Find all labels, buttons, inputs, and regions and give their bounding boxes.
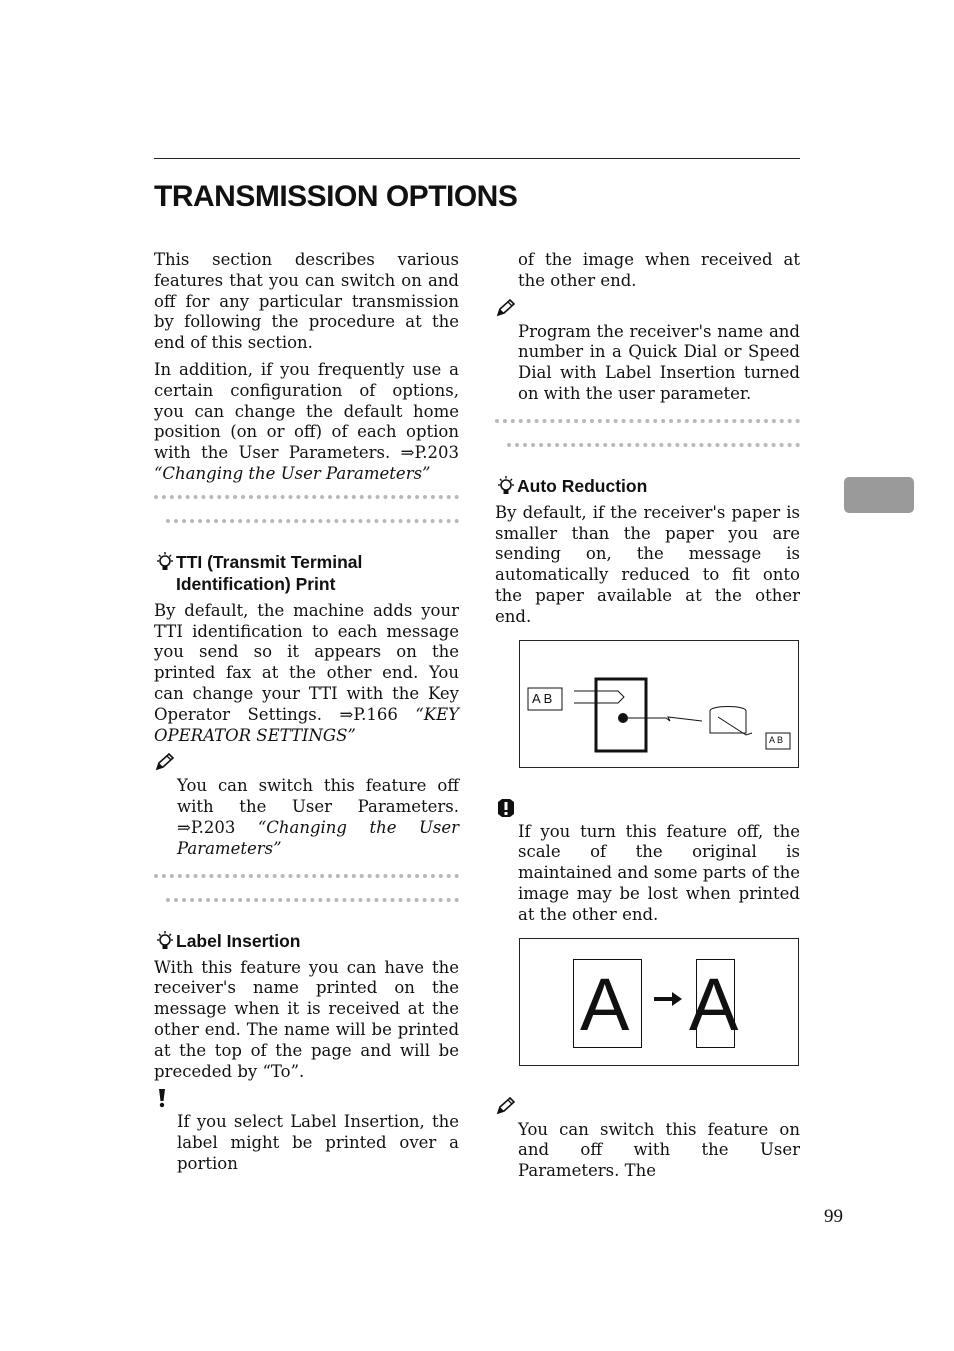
lightbulb-icon bbox=[154, 551, 176, 573]
label-heading-text: Label Insertion bbox=[176, 930, 301, 951]
auto-heading-text: Auto Reduction bbox=[517, 475, 648, 496]
chapter-tab bbox=[844, 477, 914, 513]
label-limitation: If you select Label Insertion, the label might be printed over a portion bbox=[177, 1112, 459, 1173]
section-divider bbox=[154, 874, 459, 924]
auto-important: If you turn this feature off, the scale of the original is maintained and some parts of the image may be lost when printed at the other end. bbox=[518, 821, 800, 924]
label-insertion-heading bbox=[154, 930, 459, 952]
arrow-icon: ⇒ bbox=[177, 817, 191, 837]
limitation-icon bbox=[154, 1088, 176, 1108]
cropped-page-box bbox=[689, 959, 739, 1048]
auto-body: By default, if the receiver's paper is smaller than the paper you are sending on, the message is automatically reduced to fit onto the paper available at the other end. bbox=[495, 502, 800, 626]
tti-heading bbox=[154, 551, 459, 595]
intro-p2-page: P.203 bbox=[414, 443, 459, 463]
header-rule bbox=[154, 158, 800, 159]
original-letter: A bbox=[580, 962, 630, 1046]
intro-paragraph-2 bbox=[154, 360, 459, 485]
label-body: With this feature you can have the receiver's name printed on the message when it is received at the other end. The name will be printed at the top of the page and will be preceded by “To”. bbox=[154, 957, 459, 1081]
auto-reduction-figure bbox=[519, 640, 799, 768]
pencil-note-icon bbox=[495, 1096, 517, 1116]
label-note: Program the receiver's name and number in a Quick Dial or Speed Dial with Label Insertion turned on with the user parameter. bbox=[518, 321, 800, 403]
important-icon bbox=[495, 798, 517, 818]
reduced-ab-label: A B bbox=[769, 734, 784, 745]
right-column bbox=[495, 250, 800, 1188]
pencil-note-icon bbox=[154, 752, 176, 772]
fax-reduction-diagram bbox=[520, 641, 798, 767]
section-divider bbox=[154, 495, 459, 545]
arrow-right-icon bbox=[654, 992, 684, 1006]
label-limitation-cont: of the image when received at the other end. bbox=[518, 250, 800, 290]
tti-body-ref: “KEY OPERATOR SETTINGS” bbox=[154, 704, 460, 745]
cropped-letter: A bbox=[689, 962, 739, 1046]
tti-note-text: You can switch this feature off with the User Parameters. bbox=[177, 776, 459, 817]
arrow-icon: ⇒ bbox=[400, 443, 415, 463]
tti-body-text: By default, the machine adds your TTI identification to each message you send so it appears on the printed fax at the other end. You can change your TTI with the Key Operator Settings. bbox=[154, 600, 459, 724]
original-ab-label: A B bbox=[532, 690, 553, 706]
left-column bbox=[154, 250, 459, 1181]
intro-paragraph-1: This section describes various features that you can switch on and off for any particular transmission by following the procedure at the end of this section. bbox=[154, 250, 459, 353]
lightbulb-icon bbox=[154, 930, 176, 952]
tti-heading-text: TTI (Transmit Terminal Identification) Print bbox=[176, 551, 363, 594]
intro-p2-text: In addition, if you frequently use a certain configuration of options, you can change the default home position (on or off) of each option with the User Parameters. bbox=[154, 359, 459, 463]
tti-body-page: P.166 bbox=[353, 704, 416, 724]
section-divider bbox=[495, 419, 800, 469]
tti-note-page: P.203 bbox=[190, 817, 258, 837]
tti-note bbox=[154, 776, 459, 859]
intro-p2-ref: “Changing the User Parameters” bbox=[154, 463, 431, 483]
lightbulb-icon bbox=[495, 475, 517, 497]
page-title: TRANSMISSION OPTIONS bbox=[154, 180, 518, 213]
page-number: 99 bbox=[824, 1206, 843, 1227]
scale-figure bbox=[519, 938, 799, 1066]
tti-note-ref: “Changing the User Parameters” bbox=[177, 817, 459, 858]
auto-note: You can switch this feature on and off with the User Parameters. The bbox=[518, 1119, 800, 1181]
auto-reduction-heading bbox=[495, 475, 800, 497]
tti-body bbox=[154, 601, 459, 747]
arrow-icon: ⇒ bbox=[339, 704, 354, 724]
pencil-note-icon bbox=[495, 298, 517, 318]
